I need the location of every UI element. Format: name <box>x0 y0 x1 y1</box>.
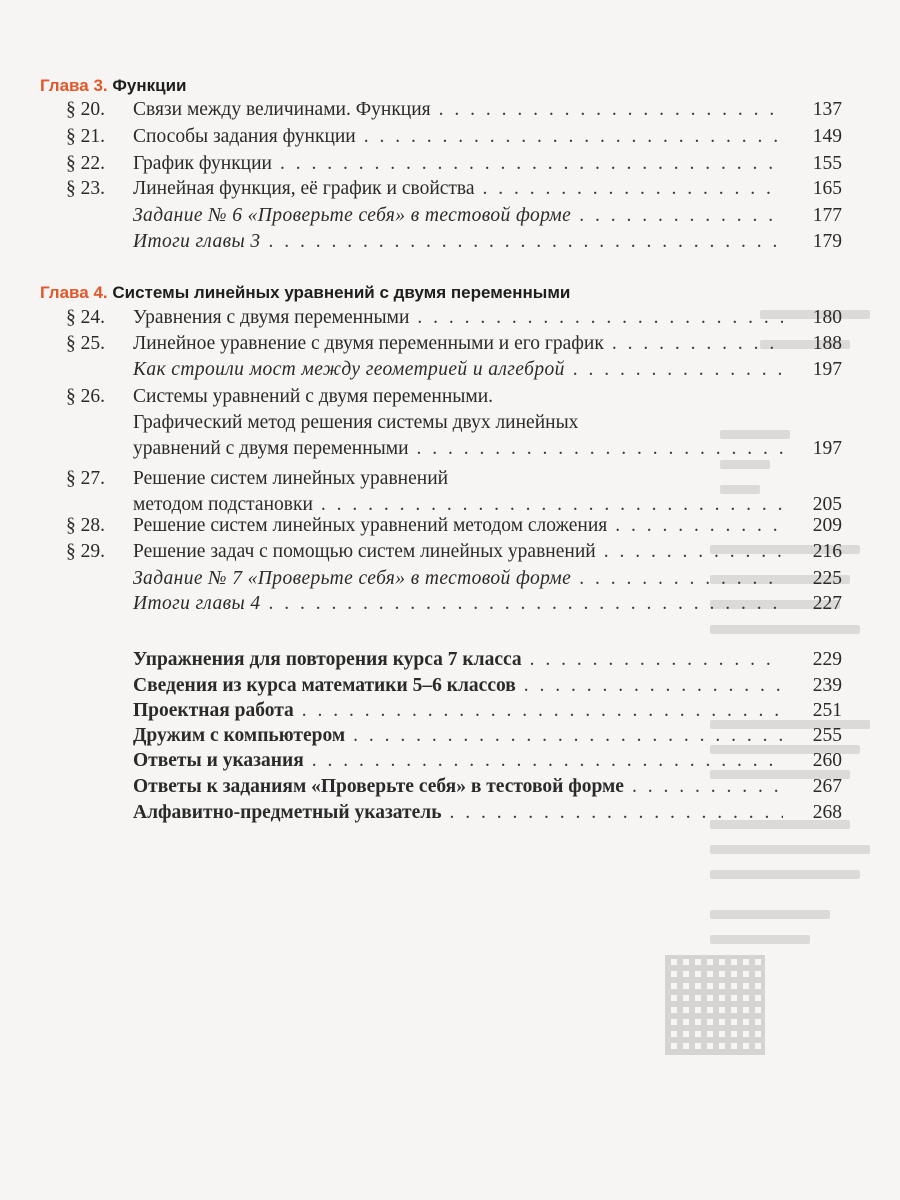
page-number: 188 <box>812 333 842 354</box>
entry-title: График функции <box>133 153 272 174</box>
page-number: 180 <box>812 307 842 328</box>
entry-title: Итоги главы 4 <box>133 593 261 614</box>
entry-title: Алфавитно-предметный указатель <box>133 802 442 823</box>
page-number: 137 <box>812 99 842 120</box>
page-number: 251 <box>812 700 842 721</box>
entry-title: Сведения из курса математики 5–6 классов <box>133 675 516 696</box>
page-number: 255 <box>812 725 842 746</box>
page-number: 165 <box>812 178 842 199</box>
page-number: 239 <box>812 675 842 696</box>
page-number: 267 <box>812 776 842 797</box>
section-number: § 29. <box>66 541 105 562</box>
page-number: 205 <box>812 494 842 515</box>
qr-code-bleed-decoration <box>665 955 765 1055</box>
entry-title: Решение задач с помощью систем линейных уравнений <box>133 541 596 562</box>
entry-title-line-1: Решение систем линейных уравнений <box>133 468 449 489</box>
page-number: 197 <box>812 359 842 380</box>
entry-title: Задание № 6 «Проверьте себя» в тестовой форме <box>133 205 572 226</box>
page-number: 227 <box>812 593 842 614</box>
entry-title: Задание № 7 «Проверьте себя» в тестовой форме <box>133 568 572 589</box>
page-number: 177 <box>812 205 842 226</box>
chapter-4-label: Глава 4. <box>40 283 108 302</box>
page-number: 209 <box>812 515 842 536</box>
section-number: § 22. <box>66 153 105 174</box>
entry-title: Упражнения для повторения курса 7 класса <box>133 649 522 670</box>
entry-title: Уравнения с двумя переменными <box>133 307 410 328</box>
entry-title: Решение систем линейных уравнений методом сложения <box>133 515 608 536</box>
page-number: 155 <box>812 153 842 174</box>
section-number: § 27. <box>66 468 105 489</box>
page-number: 229 <box>812 649 842 670</box>
chapter-3-label: Глава 3. <box>40 76 108 95</box>
entry-title: Дружим с компьютером <box>133 725 346 746</box>
entry-title: Связи между величинами. Функция <box>133 99 431 120</box>
entry-title-line-2: Графический метод решения системы двух линейных <box>133 412 579 433</box>
entry-title-line-2: методом подстановки <box>133 494 313 515</box>
entry-title: Итоги главы 3 <box>133 231 261 252</box>
section-number: § 24. <box>66 307 105 328</box>
chapter-4-title: Системы линейных уравнений с двумя переменными <box>112 283 571 302</box>
page-number: 268 <box>812 802 842 823</box>
section-number: § 25. <box>66 333 105 354</box>
entry-title: Ответы и указания <box>133 750 304 771</box>
page-number: 225 <box>812 568 842 589</box>
page-number: 197 <box>812 438 842 459</box>
entry-title: Линейная функция, её график и свойства <box>133 178 475 199</box>
page-number: 149 <box>812 126 842 147</box>
section-number: § 20. <box>66 99 105 120</box>
section-number: § 28. <box>66 515 105 536</box>
chapter-3-heading <box>40 76 186 96</box>
entry-title-line-1: Системы уравнений с двумя переменными. <box>133 386 494 407</box>
page-number: 260 <box>812 750 842 771</box>
section-number: § 26. <box>66 386 105 407</box>
section-number: § 23. <box>66 178 105 199</box>
entry-title-line-3: уравнений с двумя переменными <box>133 438 409 459</box>
entry-title: Способы задания функции <box>133 126 356 147</box>
section-number: § 21. <box>66 126 105 147</box>
page-number: 216 <box>812 541 842 562</box>
entry-title: Линейное уравнение с двумя переменными и его график <box>133 333 604 354</box>
entry-title: Проектная работа <box>133 700 294 721</box>
chapter-3-title: Функции <box>112 76 187 95</box>
entry-title: Как строили мост между геометрией и алгеброй <box>133 359 565 380</box>
page-number: 179 <box>812 231 842 252</box>
chapter-4-heading <box>40 283 570 303</box>
entry-title: Ответы к заданиям «Проверьте себя» в тестовой форме <box>133 776 624 797</box>
